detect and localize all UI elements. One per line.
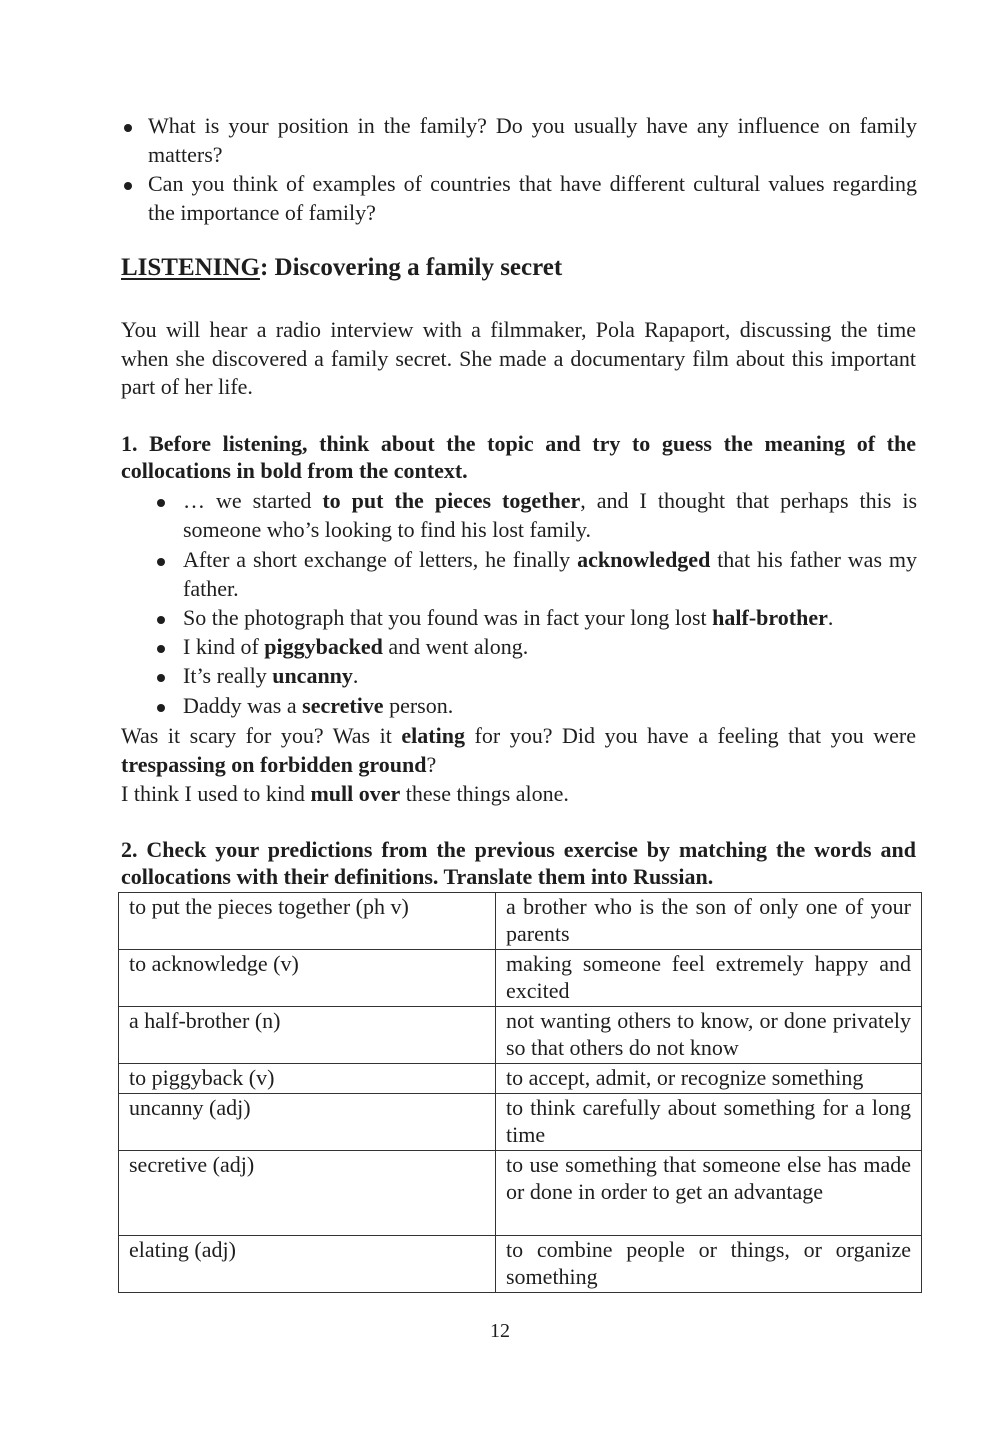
table-row: [119, 1151, 922, 1236]
sentence-text: … we started: [183, 488, 323, 513]
sentence-text: and went along.: [382, 634, 529, 659]
sentence-text: that his father was my father.: [183, 547, 917, 601]
intro-bullet-text: What is your position in the family? Do you usually have any influence on family matters?: [148, 113, 917, 167]
sentence-collocation: mull over: [310, 781, 401, 806]
definition-cell: to think carefully about something for a long time: [496, 1094, 922, 1151]
table-row: [119, 893, 922, 950]
section-heading: [121, 254, 562, 282]
sentence-text: ?: [426, 751, 437, 777]
intro-bullet-text: Can you think of examples of countries that have different cultural values regarding the importance of family?: [148, 171, 917, 225]
sentence-text: Daddy was a: [183, 693, 303, 718]
term-cell: to piggyback (v): [119, 1064, 496, 1094]
term-cell: secretive (adj): [119, 1151, 496, 1236]
sentence-collocation: secretive: [302, 693, 384, 718]
sentence-collocation: half-brother: [712, 605, 828, 630]
definition-cell: to accept, admit, or recognize something: [496, 1064, 922, 1094]
sentence-text: .: [827, 605, 834, 630]
term-cell: uncanny (adj): [119, 1094, 496, 1151]
sentence-text: I kind of: [183, 634, 265, 659]
sentence-collocation: acknowledged: [577, 547, 711, 572]
sentence-collocation: trespassing on forbidden ground: [121, 751, 427, 777]
page-number: 12: [490, 1320, 510, 1342]
section-heading-label: LISTENING: [121, 254, 260, 281]
term-cell: to put the pieces together (ph v): [119, 893, 496, 950]
table-row: [119, 950, 922, 1007]
sentence-text: Was it scary for you? Was it: [121, 723, 402, 748]
bullet-dot-icon: [157, 616, 165, 624]
intro-paragraph: You will hear a radio interview with a filmmaker, Pola Rapaport, discussing the time when she discovered a family secret. She made a documentary film about this important part of her life.: [121, 317, 916, 399]
definition-cell: not wanting others to know, or done privately so that others do not know: [496, 1007, 922, 1064]
sentence-collocation: uncanny: [272, 663, 353, 688]
sentence-text: So the photograph that you found was in fact your long lost: [183, 605, 713, 630]
definition-cell: a brother who is the son of only one of your parents: [496, 893, 922, 950]
task2-instruction: 2. Check your predictions from the previous exercise by matching the words and collocations with their definitions. Translate them into Russian.: [121, 837, 916, 889]
sentence-text: for you? Did you have a feeling that you were: [464, 723, 916, 748]
table-row: [119, 1064, 922, 1094]
table-row: [119, 1236, 922, 1293]
sentence-text: these things alone.: [400, 781, 569, 806]
sentence-text: .: [352, 663, 359, 688]
bullet-dot-icon: [157, 558, 165, 566]
matching-table: [118, 892, 922, 1293]
table-row: [119, 1094, 922, 1151]
bullet-dot-icon: [157, 704, 165, 712]
sentence-collocation: elating: [401, 723, 465, 748]
sentence-collocation: to put the pieces together: [322, 488, 581, 513]
table-row: [119, 1007, 922, 1064]
section-heading-subtitle: : Discovering a family secret: [259, 254, 563, 281]
sentence-text: person.: [383, 693, 454, 718]
term-cell: to acknowledge (v): [119, 950, 496, 1007]
extra-question-paragraph: [121, 722, 916, 779]
sentence-text: It’s really: [183, 663, 273, 688]
term-cell: elating (adj): [119, 1236, 496, 1293]
sentence-text: After a short exchange of letters, he finally: [183, 547, 578, 572]
sentence-text: I think I used to kind: [121, 781, 311, 806]
task1-instruction: 1. Before listening, think about the topic and try to guess the meaning of the collocations in bold from the context.: [121, 431, 916, 483]
definition-cell: to use something that someone else has made or done in order to get an advantage: [496, 1151, 922, 1236]
term-cell: a half-brother (n): [119, 1007, 496, 1064]
bullet-dot-icon: [157, 499, 165, 507]
definition-cell: to combine people or things, or organize something: [496, 1236, 922, 1293]
bullet-dot-icon: [157, 645, 165, 653]
bullet-dot-icon: [124, 124, 132, 132]
sentence-collocation: piggybacked: [264, 634, 383, 659]
definition-cell: making someone feel extremely happy and excited: [496, 950, 922, 1007]
bullet-dot-icon: [157, 674, 165, 682]
sentence-text: , and I thought that perhaps this is someone who’s looking to find his lost family.: [183, 488, 918, 542]
bullet-dot-icon: [124, 182, 132, 190]
extra-sentence: [121, 780, 916, 809]
